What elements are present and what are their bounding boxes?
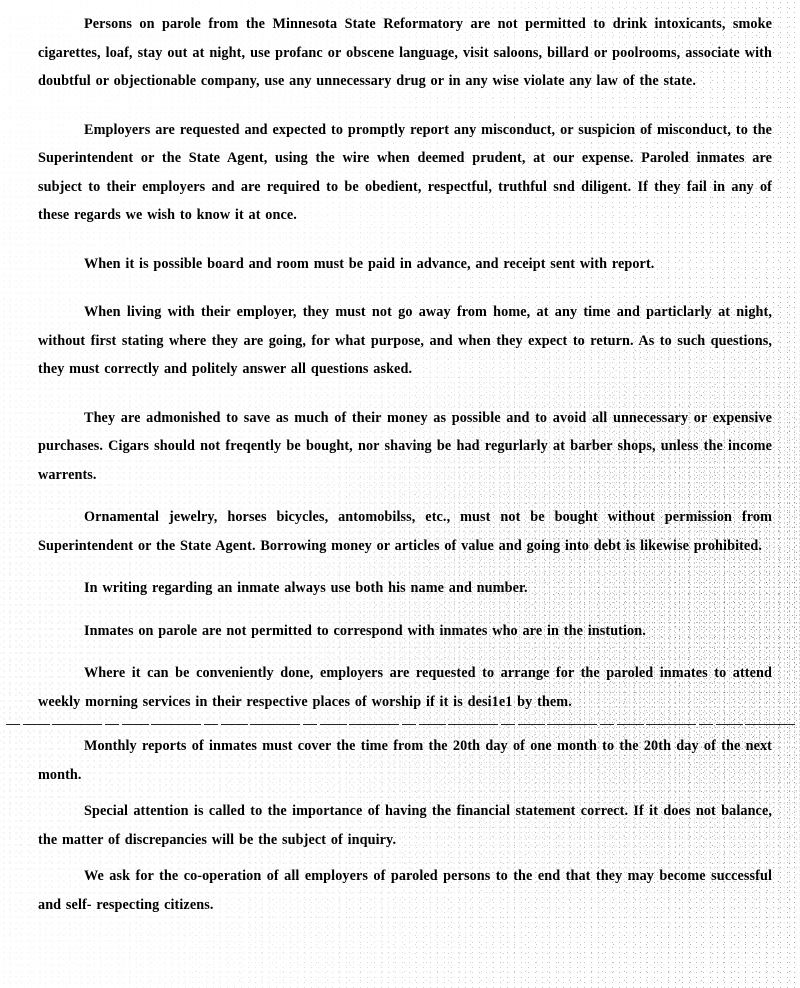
paragraph-spacer — [0, 603, 800, 617]
paragraph-spacer — [0, 230, 800, 250]
paragraph-employer-reporting: Employers are requested and expected to promptly report any misconduct, or suspicion of misconduct, to the Superintendent or the State Agent, using the wire when deemed prudent, at our expense. Paroled inmates are subject to their employers and are required to be obedient, respectful, truthful snd diligent. If they fail in any of these regards we wish to know it at once. — [38, 121, 772, 223]
paragraph-spacer — [0, 854, 800, 862]
paragraph-writing-name-and-number: In writing regarding an inmate always use both his name and number. — [84, 580, 528, 596]
paragraph-spacer — [0, 96, 800, 116]
paragraph-worship-services: Where it can be conveniently done, employers are requested to arrange for the paroled inmates to attend weekly morning services in their respective places of worship if it is desi1e1 by them. — [38, 665, 772, 710]
section-divider-rule — [0, 718, 800, 730]
top-margin-spacer — [0, 0, 800, 10]
paragraph-saving-money: They are admonished to save as much of their money as possible and to avoid all unnecessary or expensive purchases. Cigars should not freqently be bought, nor shaving be had regurlarly at barber shops, unless the income warrents. — [38, 409, 772, 483]
paragraph-board-and-room: When it is possible board and room must be paid in advance, and receipt sent with report. — [84, 255, 655, 272]
paragraph-spacer — [0, 789, 800, 797]
paragraph-correspondence-restriction: Inmates on parole are not permitted to correspond with inmates who are in the instution. — [84, 622, 646, 639]
paragraph-cooperation-appeal: We ask for the co-operation of all employers of paroled persons to the end that they may become successful and self- respecting citizens. — [38, 868, 772, 913]
paragraph-spacer — [0, 489, 800, 503]
paragraph-spacer — [0, 645, 800, 659]
paragraph-spacer — [0, 384, 800, 404]
paragraph-financial-statement: Special attention is called to the importance of having the financial statement correct. If it does not balance, the matter of discrepancies will be the subject of inquiry. — [38, 803, 772, 848]
paragraph-spacer — [0, 278, 800, 298]
paragraph-spacer — [0, 560, 800, 574]
paragraph-purchases-and-debt: Ornamental jewelry, horses bicycles, antomobilss, etc., must not be bought without permission from Superintendent or the State Agent. Borrowing money or articles of value and going into debt is likewise prohibited. — [38, 509, 772, 554]
paragraph-parole-restrictions: Persons on parole from the Minnesota State Reformatory are not permitted to drink intoxicants, smoke cigarettes, loaf, stay out at night, use profanc or obscene language, visit saloons, billard or poolrooms, associate with doubtful or objectionable company, use any unnecessary drug or in any wise violate any law of the state. — [38, 16, 772, 89]
paragraph-monthly-reports: Monthly reports of inmates must cover the time from the 20th day of one month to the 20th day of the next month. — [38, 738, 772, 783]
paragraph-living-with-employer: When living with their employer, they must not go away from home, at any time and particlarly at night, without first stating where they are going, for what purpose, and when they expect to return. As to such questions, they must correctly and politely answer all questions asked. — [38, 304, 772, 377]
